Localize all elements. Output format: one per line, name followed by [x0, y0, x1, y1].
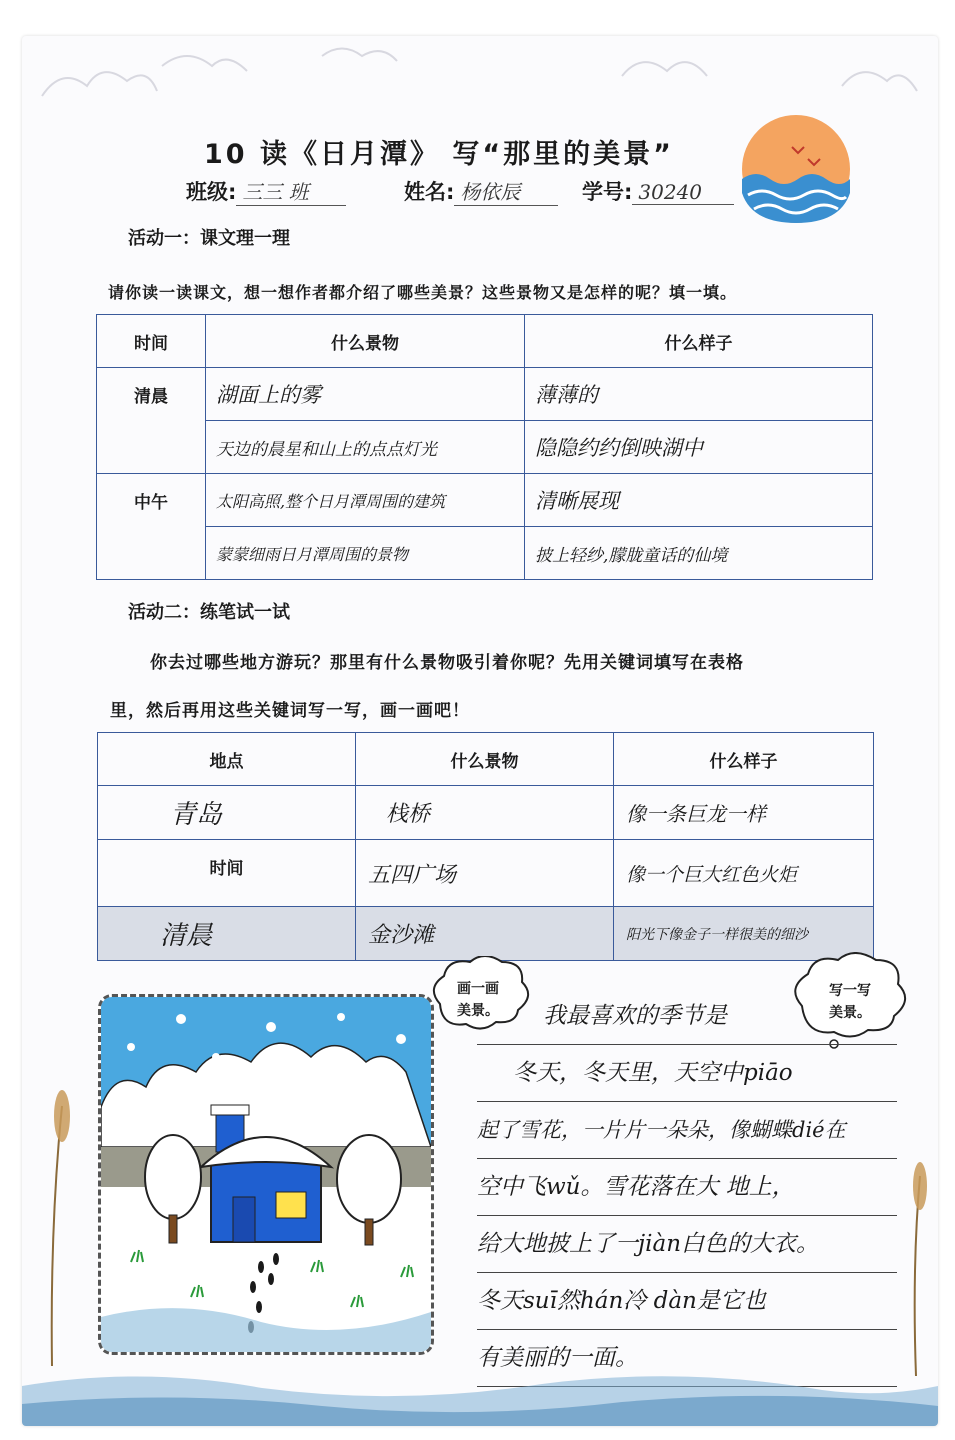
activity1-heading: 活动一：课文理一理	[128, 228, 290, 249]
activity1-prompt: 请你读一读课文，想一想作者都介绍了哪些美景？这些景物又是怎样的呢？填一填。	[108, 283, 738, 302]
table-header-row	[97, 315, 873, 368]
time-cell: 中午	[97, 474, 206, 580]
look-cell: 像一条巨龙一样	[614, 786, 874, 840]
column-header: 什么样子	[525, 315, 873, 368]
table-row	[97, 527, 873, 580]
activity2-prompt-line1: 你去过哪些地方游玩？那里有什么景物吸引着你呢？先用关键词填写在表格	[150, 653, 744, 673]
place-cell: 时间	[98, 840, 356, 907]
draw-bubble: 画一画 美景。	[424, 956, 532, 1040]
student-id-value: 30240	[632, 180, 734, 205]
column-header: 地点	[98, 733, 356, 786]
place-cell: 清晨	[98, 907, 356, 961]
essay-line: 冬天suī然hán冷 dàn是它也	[477, 1273, 897, 1330]
activity2-heading: 活动二：练笔试一试	[128, 602, 290, 623]
table-row	[97, 421, 873, 474]
table-header-row	[98, 733, 874, 786]
column-header: 什么样子	[614, 733, 874, 786]
drawing-illustration	[101, 997, 431, 1352]
table-row	[98, 907, 874, 961]
essay-line: 有美丽的一面。	[477, 1330, 897, 1387]
essay-line: 空中飞wǔ。雪花落在大 地上，	[477, 1159, 897, 1216]
reed-decoration	[892, 1146, 938, 1376]
table-row	[97, 368, 873, 421]
page-title: 10 读《日月潭》 写“那里的美景”	[204, 139, 674, 170]
essay-line: 起了雪花，一片片一朵朵，像蝴蝶dié在	[477, 1102, 897, 1159]
look-cell: 阳光下像金子一样很美的细沙	[614, 907, 874, 961]
class-field: 班级: 三三 班	[186, 176, 346, 206]
look-cell: 隐隐约约倒映湖中	[525, 421, 873, 474]
activity1-table	[96, 314, 873, 580]
look-cell: 薄薄的	[525, 368, 873, 421]
scene-cell: 太阳高照,整个日月潭周围的建筑	[206, 474, 525, 527]
scene-cell: 五四广场	[356, 840, 614, 907]
scene-cell: 湖面上的雾	[206, 368, 525, 421]
sunset-sea-icon	[740, 113, 852, 225]
time-cell: 清晨	[97, 368, 206, 474]
table-row	[98, 786, 874, 840]
column-header: 什么景物	[356, 733, 614, 786]
look-cell: 像一个巨大红色火炬	[614, 840, 874, 907]
water-wash-decoration	[22, 1366, 938, 1426]
activity2-table	[97, 732, 874, 961]
essay-line: 冬天，冬天里，天空中piāo	[477, 1045, 897, 1102]
worksheet-page	[22, 36, 938, 1426]
scene-cell: 金沙滩	[356, 907, 614, 961]
column-header: 什么景物	[206, 315, 525, 368]
look-cell: 披上轻纱,朦胧童话的仙境	[525, 527, 873, 580]
activity2-prompt-line2: 里，然后再用这些关键词写一写，画一画吧！	[110, 701, 470, 721]
student-id-field: 学号: 30240	[582, 176, 734, 206]
scene-cell: 天边的晨星和山上的点点灯光	[206, 421, 525, 474]
essay-line: 给大地披上了一jiàn白色的大衣。	[477, 1216, 897, 1273]
place-cell: 青岛	[98, 786, 356, 840]
scene-cell: 蒙蒙细雨日月潭周围的景物	[206, 527, 525, 580]
look-cell: 清晰展现	[525, 474, 873, 527]
table-row	[97, 474, 873, 527]
name-value: 杨依辰	[454, 176, 558, 206]
essay-line: 我最喜欢的季节是	[477, 988, 897, 1045]
class-value: 三三 班	[236, 176, 346, 206]
table-row	[98, 840, 874, 907]
column-header: 时间	[97, 315, 206, 368]
essay-area	[477, 988, 897, 1387]
write-bubble: 写一写 美景。	[784, 952, 916, 1052]
winter-house-drawing	[98, 994, 434, 1355]
reed-decoration	[22, 1066, 82, 1366]
scene-cell: 栈桥	[356, 786, 614, 840]
name-field: 姓名: 杨依辰	[404, 176, 558, 206]
